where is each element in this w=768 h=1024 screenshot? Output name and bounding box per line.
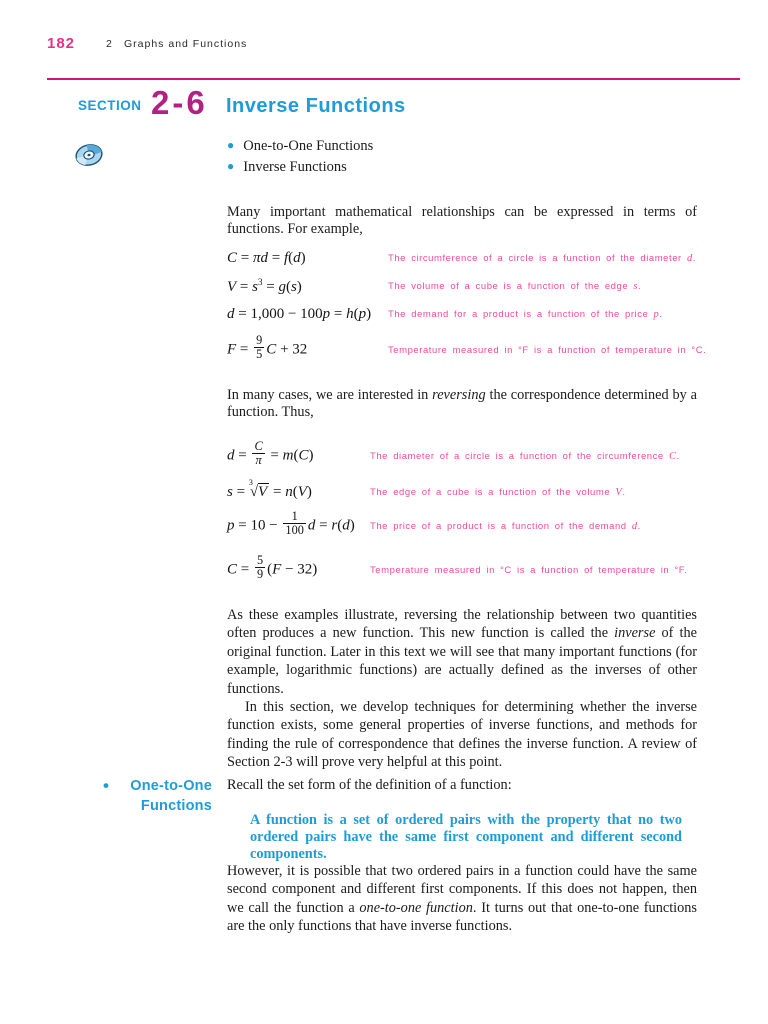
section-title: Inverse Functions xyxy=(226,95,406,117)
header-rule xyxy=(47,78,740,80)
paragraph-discussion xyxy=(227,606,697,772)
topic-label: One-to-One Functions xyxy=(243,138,374,154)
margin-heading-one-to-one: One-to-One Functions xyxy=(130,778,212,814)
cd-disc-icon xyxy=(73,141,105,169)
equation-row xyxy=(227,480,699,504)
equation: $V = s^3 = g(s)$ xyxy=(227,276,302,295)
equation-annotation: The demand for a product is a function of the price p. xyxy=(388,308,663,320)
equation-row xyxy=(227,274,699,298)
running-head-chapter: 2 xyxy=(106,38,113,50)
topic-list xyxy=(227,135,373,177)
equation-annotation: The price of a product is a function of the demand d. xyxy=(370,520,641,532)
bullet-icon: ● xyxy=(227,159,235,173)
equation: d = 1,000 − 100p = h(p) xyxy=(227,305,372,322)
function-definition-callout: A function is a set of ordered pairs with the property that no two ordered pairs have the same first component and different second components. xyxy=(250,812,682,862)
page-number: 182 xyxy=(47,35,76,52)
section-number: 2-6 xyxy=(151,84,208,121)
paragraph-recall: Recall the set form of the definition of a function: xyxy=(227,777,512,793)
equation-annotation: The edge of a cube is a function of the volume V. xyxy=(370,486,626,498)
equation-row xyxy=(227,435,699,477)
paragraph-inverse-intro: As these examples illustrate, reversing the relationship between two quantities often produces a new function. This new function is called the inverse of the original function. Later in this text we will see that many important functions (for example, logarithmic functions) are actually defined as the inverses of other functions. xyxy=(227,607,697,697)
running-head-title: Graphs and Functions xyxy=(124,38,248,50)
equation-row xyxy=(227,330,707,370)
equation-annotation: The volume of a cube is a function of the edge s. xyxy=(388,280,642,292)
equation-row xyxy=(227,549,699,591)
topic-item xyxy=(227,156,373,177)
equation-row xyxy=(227,246,699,270)
bullet-icon: ● xyxy=(227,138,235,152)
paragraph-one-to-one: However, it is possible that two ordered pairs in a function could have the same second component and different first components. If this does not happen, then we call the function a one-to-one function. It turns out that one-to-one functions are the only functions that have inverse functions. xyxy=(227,863,697,935)
equation: d = $\frac{C}{\pi}$ = m(C) xyxy=(227,438,314,468)
section-eyebrow: SECTION xyxy=(78,98,142,113)
topic-label: Inverse Functions xyxy=(243,159,347,175)
margin-bullet-icon: • xyxy=(103,776,109,795)
paragraph-intro: Many important mathematical relationships can be expressed in terms of functions. For example, xyxy=(227,204,697,238)
paragraph-reversing: In many cases, we are interested in reversing the correspondence determined by a function. Thus, xyxy=(227,387,698,421)
equation-row xyxy=(227,302,699,326)
equation: p = 10 − $\frac{1}{100}$ d = r(d) xyxy=(227,508,355,538)
equation-annotation: Temperature measured in °C is a function of temperature in °F. xyxy=(370,564,688,576)
equation: C = $\frac{5}{9}$ (F − 32) xyxy=(227,552,318,582)
equation-annotation: Temperature measured in °F is a function of temperature in °C. xyxy=(388,344,707,356)
equation: F = $\frac{9}{5}$ C + 32 xyxy=(227,332,308,362)
topic-item xyxy=(227,135,373,156)
paragraph-section-overview: In this section, we develop techniques for determining whether the inverse function exists, some general properties of inverse functions, and methods for finding the rule of correspondence that defines the inverse function. A review of Section 2-3 will prove very helpful at this point. xyxy=(227,699,697,771)
equation-annotation: The circumference of a circle is a function of the diameter d. xyxy=(388,252,696,264)
equation-annotation: The diameter of a circle is a function of the circumference C. xyxy=(370,450,680,462)
equation: s = $^3$√V = n(V) xyxy=(227,478,312,500)
equation: C = πd = f(d) xyxy=(227,249,306,266)
equation-row xyxy=(227,505,699,547)
